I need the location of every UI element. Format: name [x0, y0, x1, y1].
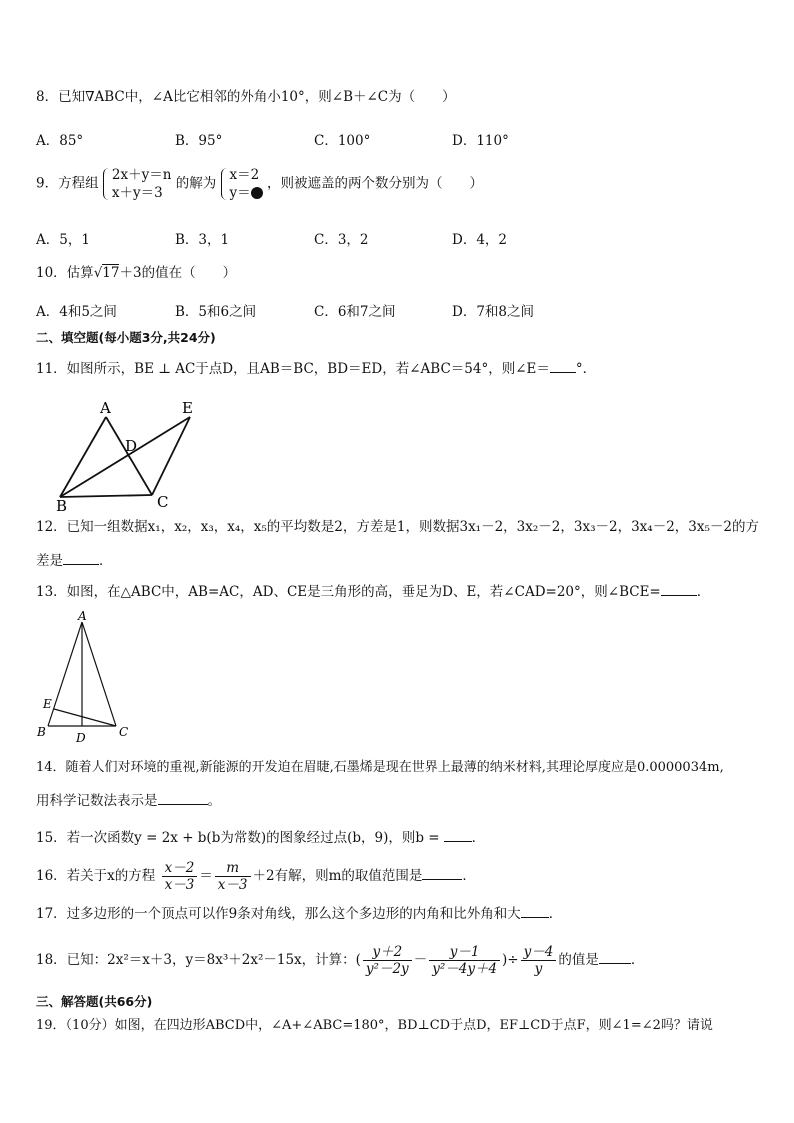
q8-option-b: B．95°	[175, 133, 223, 149]
section-2-heading: 二、填空题(每小题3分,共24分)	[36, 330, 216, 345]
q9-option-d: D．4，2	[452, 232, 508, 248]
q17-suffix: ．	[548, 906, 563, 922]
q18-f2-denominator: y²－4y＋4	[432, 961, 498, 977]
q14-line2-text: 用科学记数法表示是	[36, 793, 158, 809]
q15-suffix: ．	[471, 830, 486, 846]
q10-prefix: 10．估算	[36, 265, 94, 281]
question-8-options	[36, 129, 756, 149]
q16-f1-numerator: x－2	[162, 860, 198, 877]
q16-f1-denominator: x－3	[164, 877, 195, 893]
q16-mid: ＋2有解，则m的取值范围是	[252, 868, 423, 884]
q8-option-a: A．85°	[36, 133, 84, 149]
segment-ac	[106, 417, 152, 495]
q16-f2-denominator: x－3	[217, 877, 248, 893]
q18-mid: 的值是	[558, 952, 599, 968]
q9-eq1: 2x＋y＝n	[111, 167, 172, 183]
q12-line2-text: 差是	[36, 553, 63, 569]
label-c: C	[119, 725, 129, 739]
segment-bc	[60, 495, 152, 497]
question-17-stem	[36, 903, 562, 924]
q18-f1-numerator: y＋2	[363, 944, 412, 961]
covered-value-dot-icon	[251, 187, 263, 199]
question-14-line2	[36, 790, 221, 811]
q16-equals: ＝	[199, 868, 213, 884]
q18-f3-numerator: y－4	[521, 944, 557, 961]
label-b: B	[56, 497, 68, 513]
q18-f3-denominator: y	[534, 961, 543, 977]
question-9-stem	[36, 166, 483, 202]
q15-answer-blank	[444, 827, 472, 842]
segment-ac	[82, 622, 116, 726]
q18-fraction-3	[521, 944, 557, 977]
q9-option-b: B．3，1	[175, 232, 230, 248]
q8-option-d: D．110°	[452, 133, 509, 149]
q11-text: 11．如图所示，BE ⊥ AC于点D，且AB＝BC，BD＝ED，若∠ABC＝54°，则∠E＝	[36, 361, 550, 377]
question-8-stem: 8．已知∇ABC中，∠A比它相邻的外角小10°，则∠B＋∠C为（ ）	[36, 89, 456, 105]
q18-answer-blank	[599, 949, 631, 964]
altitude-ce	[54, 709, 116, 726]
q16-fraction-2	[215, 860, 251, 893]
q16-prefix: 16．若关于x的方程	[36, 868, 156, 884]
label-d: D	[76, 731, 86, 745]
q9-prefix: 9．方程组	[36, 175, 99, 192]
question-9-options	[36, 228, 756, 248]
q13-answer-blank	[661, 581, 697, 596]
q17-answer-blank	[521, 903, 549, 918]
q9-suffix: ，则被遮盖的两个数分别为（ ）	[266, 175, 483, 192]
question-10-stem	[36, 263, 236, 283]
question-12-line2	[36, 550, 113, 571]
q10-option-c: C．6和7之间	[314, 304, 396, 320]
q17-text: 17．过多边形的一个顶点可以作9条对角线，那么这个多边形的内角和比外角和大	[36, 906, 521, 922]
q13-figure	[30, 608, 140, 746]
q8-option-c: C．100°	[314, 133, 371, 149]
q18-divide: )÷	[502, 952, 519, 968]
question-18-stem	[36, 940, 644, 980]
label-c: C	[157, 493, 169, 511]
q18-fraction-1	[363, 944, 412, 977]
q9-eq2: x＋y＝3	[111, 185, 163, 201]
q9-middle: 的解为	[175, 175, 217, 192]
question-13-stem	[36, 581, 710, 602]
q10-option-a: A．4和5之间	[36, 304, 117, 320]
q11-suffix: °．	[575, 361, 597, 377]
q16-f2-numerator: m	[215, 860, 251, 877]
q18-f2-numerator: y－1	[429, 944, 500, 961]
q9-option-a: A．5，1	[36, 232, 90, 248]
label-b: B	[37, 725, 46, 739]
question-10-options	[36, 300, 756, 320]
label-e: E	[182, 399, 193, 417]
question-11-stem	[36, 358, 596, 379]
q9-option-c: C．3，2	[314, 232, 369, 248]
question-15-stem	[36, 827, 485, 848]
label-a: A	[78, 609, 87, 623]
section-3-heading: 三、解答题(共66分)	[36, 994, 153, 1009]
q10-suffix: ＋3的值在（ ）	[119, 265, 237, 281]
q18-minus: －	[413, 952, 428, 968]
question-19-stem: 19．（10分）如图，在四边形ABCD中，∠A+∠ABC=180°，BD⊥CD于点D，EF⊥CD于点F，则∠1=∠2吗？请说	[36, 1018, 713, 1033]
question-12-line1: 12．已知一组数据x₁，x₂，x₃，x₄，x₅的平均数是2，方差是1，则数据3x₁－2，3x₂－2，3x₃－2，3x₄－2，3x₅－2的方	[36, 519, 760, 535]
q16-answer-blank	[422, 865, 462, 880]
q10-option-d: D．7和8之间	[452, 304, 535, 320]
q16-fraction-1	[162, 860, 198, 893]
q14-suffix: 。	[207, 793, 221, 809]
q11-figure	[36, 395, 216, 513]
q9-equation-system	[103, 166, 172, 202]
segment-ab	[48, 622, 82, 726]
q12-suffix: ．	[99, 553, 113, 569]
q18-prefix: 18．已知：2x²＝x＋3，y＝8x³＋2x²－15x，计算：(	[36, 952, 361, 968]
q10-radicand: 17	[102, 265, 120, 281]
q13-suffix: ．	[696, 584, 711, 600]
label-d: D	[125, 437, 138, 455]
q18-f1-denominator: y²－2y	[365, 961, 409, 977]
q16-suffix: ．	[462, 868, 476, 884]
question-16-stem	[36, 858, 476, 894]
q13-text: 13．如图，在△ABC中，AB=AC，AD、CE是三角形的高，垂足为D、E，若∠CAD=20°，则∠BCE=	[36, 584, 661, 600]
sqrt-sign-icon: √	[93, 265, 103, 281]
label-a: A	[100, 399, 111, 417]
q18-fraction-2	[429, 944, 500, 977]
segment-ab	[60, 417, 106, 497]
q14-answer-blank	[158, 790, 208, 805]
question-14-line1: 14．随着人们对环境的重视,新能源的开发迫在眉睫,石墨烯是现在世界上最薄的纳米材料,其理论厚度应是0.0000034m,	[36, 760, 724, 775]
q9-sol1: x＝2	[229, 167, 260, 183]
label-e: E	[43, 697, 52, 711]
q12-answer-blank	[63, 550, 99, 565]
q15-text: 15．若一次函数y = 2x + b(b为常数)的图象经过点(b，9)，则b =	[36, 830, 440, 846]
q18-suffix: ．	[630, 952, 645, 968]
q9-sol2: y＝	[229, 185, 251, 201]
q9-solution-system	[221, 166, 263, 202]
q11-answer-blank	[550, 358, 576, 373]
q10-option-b: B．5和6之间	[175, 304, 257, 320]
